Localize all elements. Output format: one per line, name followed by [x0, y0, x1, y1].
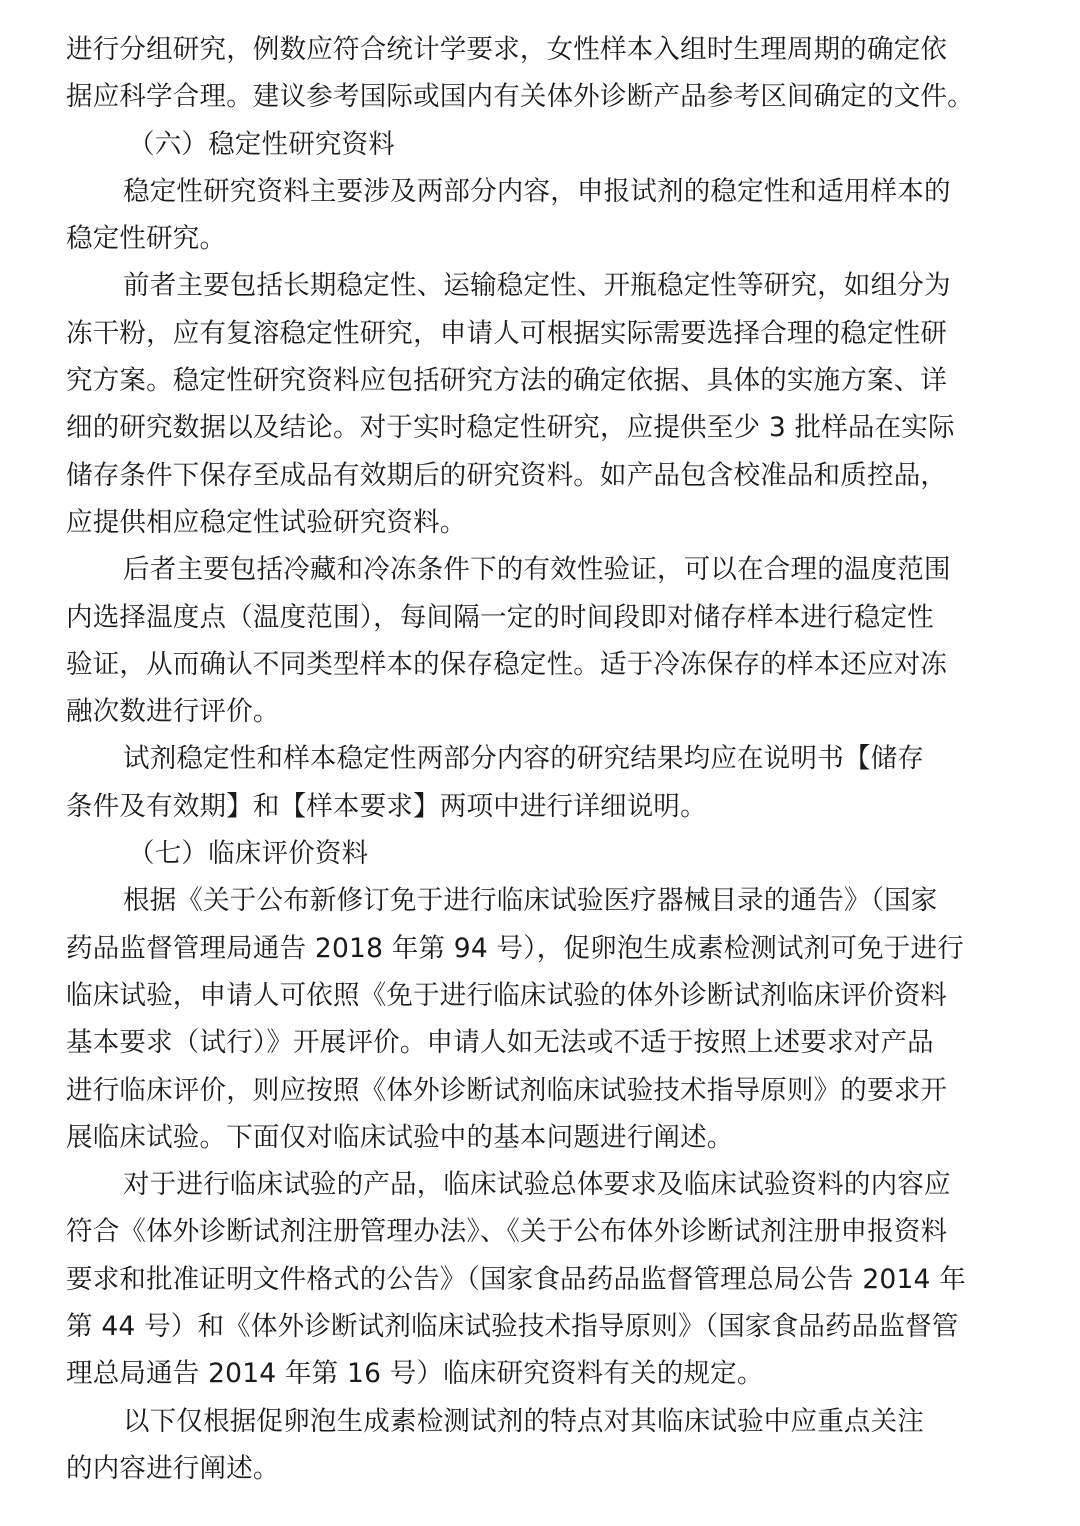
- document-body: [66, 26, 1016, 1492]
- text-line: 融次数进行评价。: [66, 696, 280, 728]
- paragraph-first-line: 对于进行临床试验的产品，临床试验总体要求及临床试验资料的内容应: [123, 1169, 951, 1201]
- text-line: 展临床试验。下面仅对临床试验中的基本问题进行阐述。: [66, 1121, 734, 1153]
- text-line: 药品监督管理局通告 2018 年第 94 号），促卵泡生成素检测试剂可免于进行: [66, 932, 964, 964]
- section-heading: （七）临床评价资料: [128, 838, 369, 870]
- text-line: 储存条件下保存至成品有效期后的研究资料。如产品包含校准品和质控品，: [66, 459, 948, 491]
- text-line: 冻干粉，应有复溶稳定性研究，申请人可根据实际需要选择合理的稳定性研: [66, 317, 948, 349]
- text-line: 的内容进行阐述。: [66, 1452, 280, 1484]
- text-line: 临床试验，申请人可依照《免于进行临床试验的体外诊断试剂临床评价资料: [66, 979, 948, 1011]
- text-line: 据应科学合理。建议参考国际或国内有关体外诊断产品参考区间确定的文件。: [66, 81, 974, 113]
- paragraph-first-line: 以下仅根据促卵泡生成素检测试剂的特点对其临床试验中应重点关注: [123, 1405, 924, 1437]
- text-line: 验证，从而确认不同类型样本的保存稳定性。适于冷冻保存的样本还应对冻: [66, 648, 948, 680]
- paragraph-first-line: 试剂稳定性和样本稳定性两部分内容的研究结果均应在说明书【储存: [123, 743, 924, 775]
- text-line: 符合《体外诊断试剂注册管理办法》、《关于公布体外诊断试剂注册申报资料: [66, 1216, 948, 1248]
- text-line: 理总局通告 2014 年第 16 号）临床研究资料有关的规定。: [66, 1358, 764, 1390]
- text-line: 究方案。稳定性研究资料应包括研究方法的确定依据、具体的实施方案、详: [66, 365, 948, 397]
- paragraph-first-line: 根据《关于公布新修订免于进行临床试验医疗器械目录的通告》（国家: [123, 885, 938, 917]
- text-line: 第 44 号）和《体外诊断试剂临床试验技术指导原则》（国家食品药品监督管: [66, 1311, 959, 1343]
- text-line: 内选择温度点（温度范围），每间隔一定的时间段即对储存样本进行稳定性: [66, 601, 934, 633]
- text-line: 细的研究数据以及结论。对于实时稳定性研究，应提供至少 3 批样品在实际: [66, 412, 955, 444]
- text-line: 应提供相应稳定性试验研究资料。: [66, 506, 467, 538]
- text-line: 进行临床评价，则应按照《体外诊断试剂临床试验技术指导原则》的要求开: [66, 1074, 948, 1106]
- text-line: 要求和批准证明文件格式的公告》（国家食品药品监督管理总局公告 2014 年: [66, 1263, 966, 1295]
- paragraph-first-line: 后者主要包括冷藏和冷冻条件下的有效性验证，可以在合理的温度范围: [123, 554, 951, 586]
- text-line: 进行分组研究，例数应符合统计学要求，女性样本入组时生理周期的确定依: [66, 34, 948, 65]
- text-line: 条件及有效期】和【样本要求】两项中进行详细说明。: [66, 790, 707, 822]
- paragraph-first-line: 稳定性研究资料主要涉及两部分内容，申报试剂的稳定性和适用样本的: [123, 175, 951, 207]
- text-line: 基本要求（试行）》开展评价。申请人如无法或不适于按照上述要求对产品: [66, 1027, 934, 1059]
- section-heading: （六）稳定性研究资料: [128, 128, 395, 160]
- paragraph-first-line: 前者主要包括长期稳定性、运输稳定性、开瓶稳定性等研究，如组分为: [123, 270, 951, 302]
- text-line: 稳定性研究。: [66, 223, 227, 255]
